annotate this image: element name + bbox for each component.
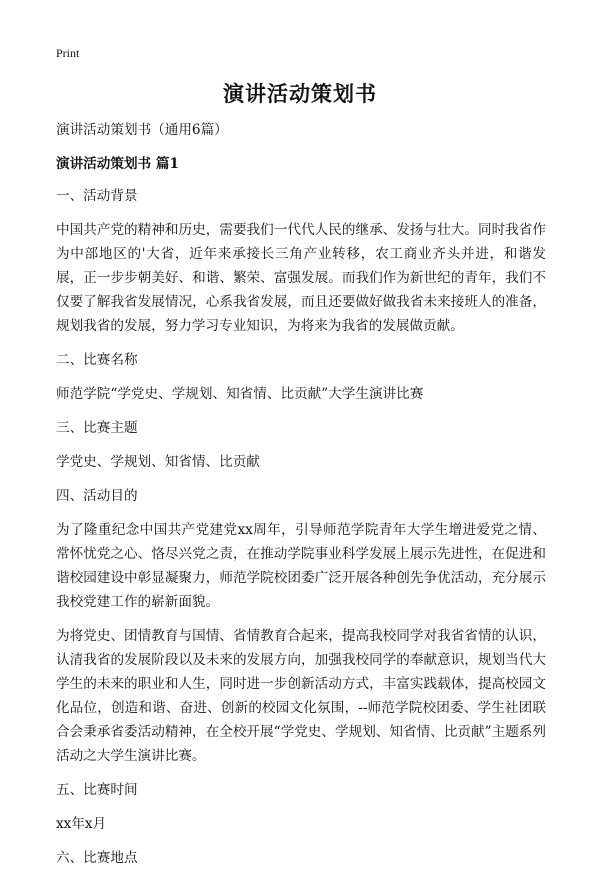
paragraph-contest-name: 师范学院“学党史、学规划、知省情、比贡献”大学生演讲比赛 <box>56 386 424 402</box>
paragraph-purpose-1: 为了隆重纪念中国共产党建党xx周年，引导师范学院青年大学生增进爱党之情、常怀忧党之心、恪尽兴党之责，在推动学院事业科学发展上展示先进性，在促进和谐校园建设中彰显凝聚力，师范学院校团委广泛开展各种创先争优活动，充分展示我校党建工作的崭新面貌。 <box>56 522 546 610</box>
section-heading-contest-time: 五、比赛时间 <box>56 782 138 798</box>
paragraph-contest-time: xx年x月 <box>56 816 107 832</box>
document-title: 演讲活动策划书 <box>223 81 377 106</box>
paragraph-contest-theme: 学党史、学规划、知省情、比贡献 <box>56 454 260 470</box>
part-heading: 演讲活动策划书 篇1 <box>56 156 179 172</box>
print-label: Print <box>56 46 80 60</box>
section-heading-purpose: 四、活动目的 <box>56 488 138 504</box>
section-heading-background: 一、活动背景 <box>56 188 138 204</box>
document-body <box>56 118 546 880</box>
document-subtitle: 演讲活动策划书（通用6篇） <box>56 122 228 138</box>
section-heading-contest-name: 二、比赛名称 <box>56 352 138 368</box>
section-heading-contest-venue: 六、比赛地点 <box>56 850 138 866</box>
section-heading-contest-theme: 三、比赛主题 <box>56 420 138 436</box>
paragraph-purpose-2: 为将党史、团情教育与国情、省情教育合起来，提高我校同学对我省省情的认识，认清我省的发展阶段以及未来的发展方向，加强我校同学的奉献意识，规划当代大学生的未来的职业和人生，同时进一步创新活动方式，丰富实践载体，提高校园文化品位，创造和谐、奋进、创新的校园文化氛围，--师范学院校团委、学生社团联合会秉承省委活动精神，在全校开展“学党史、学规划、知省情、比贡献”主题系列活动之大学生演讲比赛。 <box>56 628 546 764</box>
paragraph-background: 中国共产党的精神和历史，需要我们一代代人民的继承、发扬与壮大。同时我省作为中部地区的'大省，近年来承接长三角产业转移，农工商业齐头并进，和谐发展，正一步步朝美好、和谐、繁荣、富强发展。而我们作为新世纪的青年，我们不仅要了解我省发展情况，心系我省发展，而且还要做好做我省未来接班人的准备，规划我省的发展，努力学习专业知识，为将来为我省的发展做贡献。 <box>56 222 546 334</box>
